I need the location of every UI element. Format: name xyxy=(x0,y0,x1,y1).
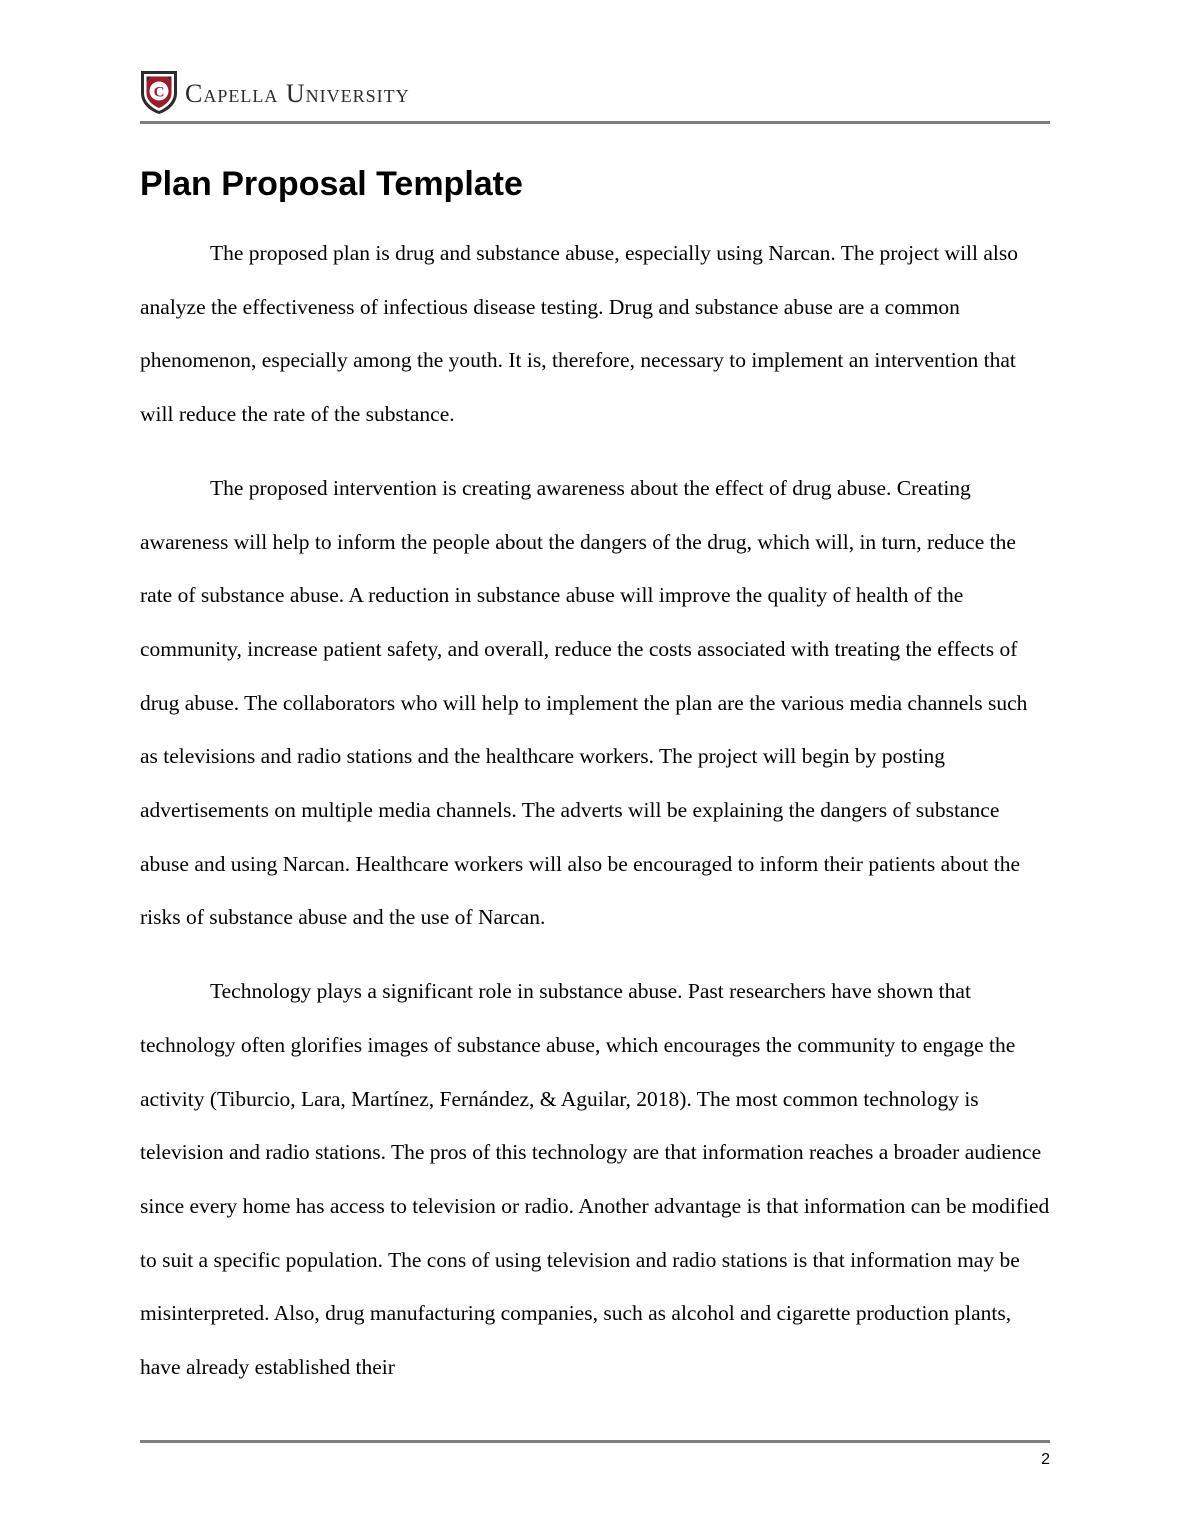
page-number: 2 xyxy=(1041,1451,1050,1468)
shield-icon xyxy=(140,69,178,115)
paragraph: The proposed intervention is creating awareness about the effect of drug abuse. Creating awareness will help to inform the people about the dangers of the drug, which will, in turn, reduce the rate of substance abuse. A reduction in substance abuse will improve the quality of health of the community, increase patient safety, and overall, reduce the costs associated with treating the effects of drug abuse. The collaborators who will help to implement the plan are the various media channels such as televisions and radio stations and the healthcare workers. The project will begin by posting advertisements on multiple media channels. The adverts will be explaining the dangers of substance abuse and using Narcan. Healthcare workers will also be encouraged to inform their patients about the risks of substance abuse and the use of Narcan. xyxy=(140,475,1028,930)
document-body xyxy=(140,227,1050,1415)
footer-divider xyxy=(140,1440,1050,1443)
header-divider xyxy=(140,121,1050,124)
page-title: Plan Proposal Template xyxy=(140,165,523,203)
shield-letter: C xyxy=(153,84,165,101)
logo-text: Capella University xyxy=(185,79,410,108)
page-header xyxy=(140,68,1050,124)
paragraph: Technology plays a significant role in substance abuse. Past researchers have shown that technology often glorifies images of substance abuse, which encourages the community to engage the activity (Tiburcio, Lara, Martínez, Fernández, & Aguilar, 2018). The most common technology is television and radio stations. The pros of this technology are that information reaches a broader audience since every home has access to television or radio. Another advantage is that information can be modified to suit a specific population. The cons of using television and radio stations is that information may be misinterpreted. Also, drug manufacturing companies, such as alcohol and cigarette production plants, have already established their xyxy=(140,979,1050,1380)
university-logo xyxy=(140,68,410,116)
paragraph: The proposed plan is drug and substance abuse, especially using Narcan. The project will also analyze the effectiveness of infectious disease testing. Drug and substance abuse are a common phenomenon, especially among the youth. It is, therefore, necessary to implement an intervention that will reduce the rate of the substance. xyxy=(140,241,1019,427)
